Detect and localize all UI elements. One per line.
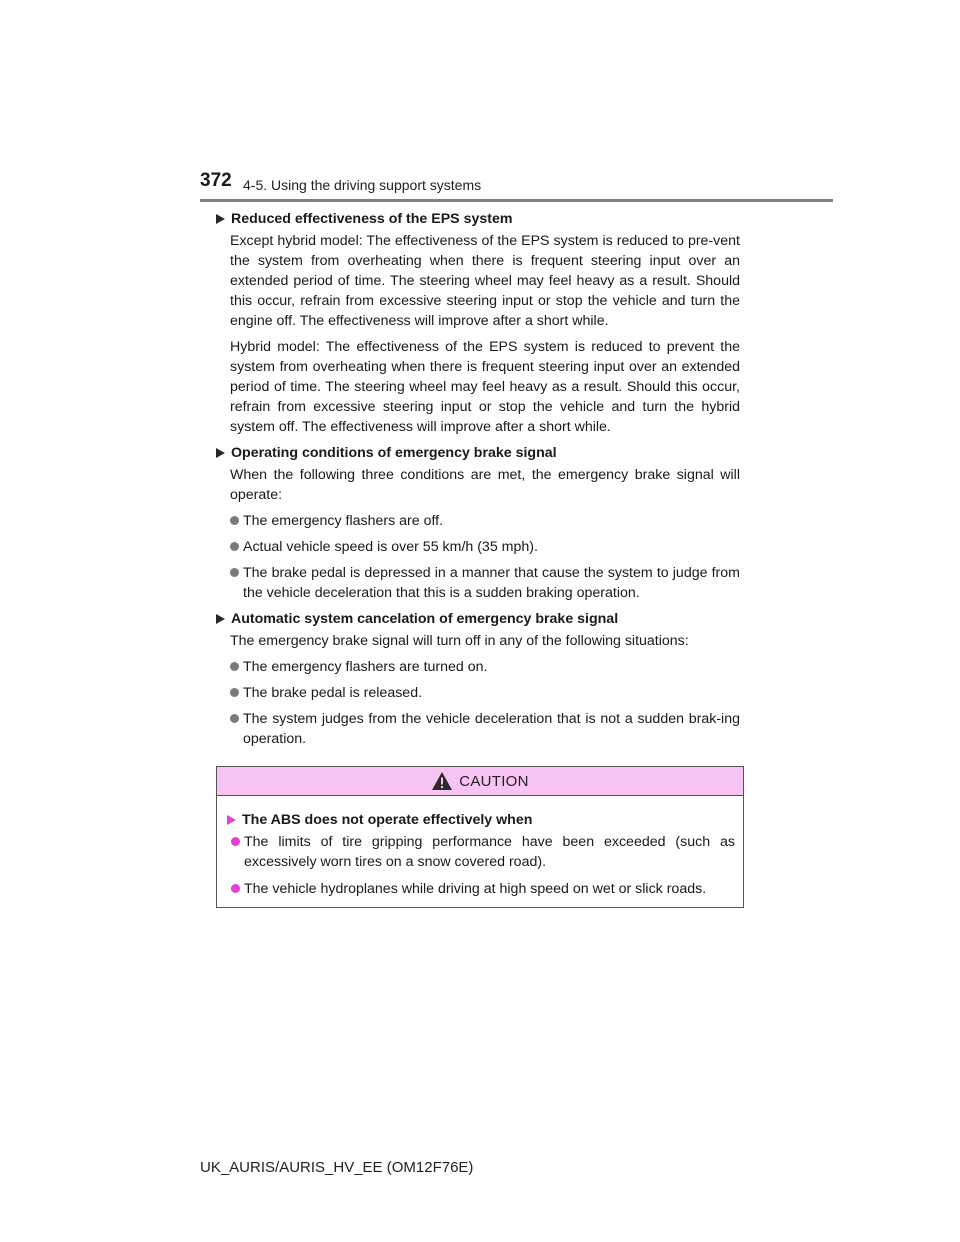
list-item	[230, 709, 740, 749]
list-item-text: The emergency flashers are off.	[243, 513, 444, 529]
page-number: 372	[200, 170, 232, 191]
paragraph: Except hybrid model: The effectiveness of the EPS system is reduced to pre-vent the system from overheating when there is frequent steering input over an extended period of time. The steering wheel may feel heavy as a result. Should this occur, refrain from excessive steering input or stop the vehicle and turn the engine off. The effectiveness will improve after a short while.	[230, 233, 740, 329]
list-item-text: The limits of tire gripping performance have been exceeded (such as excessively worn tires on a snow covered road).	[244, 834, 735, 870]
topic-heading	[214, 609, 740, 629]
list-item	[230, 657, 740, 677]
square-bullet-icon	[216, 614, 225, 624]
paragraph: The emergency brake signal will turn off in any of the following situations:	[230, 633, 689, 649]
circle-bullet-icon	[230, 516, 239, 525]
square-bullet-icon	[216, 214, 225, 224]
paragraph: When the following three conditions are met, the emergency brake signal will operate:	[230, 467, 740, 503]
topic-heading-text: Automatic system cancelation of emergency brake signal	[231, 611, 619, 627]
list-item	[230, 511, 740, 531]
circle-bullet-icon	[230, 568, 239, 577]
list-item-text: The vehicle hydroplanes while driving at high speed on wet or slick roads.	[244, 881, 707, 897]
list-item	[231, 879, 735, 899]
caution-box	[216, 766, 744, 908]
square-bullet-icon	[216, 448, 225, 458]
circle-bullet-icon	[231, 837, 240, 846]
list-item-text: The system judges from the vehicle deceleration that is not a sudden brak-ing operation.	[243, 711, 740, 747]
list-item	[230, 563, 740, 603]
circle-bullet-icon	[230, 714, 239, 723]
warning-triangle-icon	[431, 771, 453, 791]
topic-heading	[214, 443, 740, 463]
document-code: UK_AURIS/AURIS_HV_EE (OM12F76E)	[200, 1159, 474, 1176]
paragraph: Hybrid model: The effectiveness of the EPS system is reduced to prevent the system from overheating when there is frequent steering input over an extended period of time. The steering wheel may feel heavy as a result. Should this occur, refrain from excessive steering input or stop the vehicle and turn the hybrid system off. The effectiveness will improve after a short while.	[230, 339, 740, 435]
caution-heading-text: The ABS does not operate effectively when	[242, 812, 533, 828]
topic-heading	[214, 209, 740, 229]
circle-bullet-icon	[230, 542, 239, 551]
list-item-text: Actual vehicle speed is over 55 km/h (35 mph).	[243, 539, 538, 555]
list-item-text: The brake pedal is depressed in a manner that cause the system to judge from the vehicle deceleration that this is a sudden braking operation.	[243, 565, 740, 601]
topic-eps	[214, 209, 740, 437]
main-content	[214, 209, 740, 755]
caution-heading	[225, 810, 735, 830]
circle-bullet-icon	[231, 884, 240, 893]
topic-heading-text: Operating conditions of emergency brake signal	[231, 445, 557, 461]
square-bullet-icon	[227, 815, 236, 825]
caution-body	[217, 796, 743, 899]
page-header	[0, 0, 960, 210]
topic-emergency-brake-operating	[214, 443, 740, 603]
circle-bullet-icon	[230, 688, 239, 697]
list-item-text: The emergency flashers are turned on.	[243, 659, 488, 675]
topic-heading-text: Reduced effectiveness of the EPS system	[231, 211, 513, 227]
list-item	[231, 832, 735, 872]
header-divider	[200, 199, 833, 202]
topic-emergency-brake-cancel	[214, 609, 740, 749]
circle-bullet-icon	[230, 662, 239, 671]
caution-label: CAUTION	[459, 772, 529, 790]
list-item	[230, 537, 740, 557]
section-title: 4-5. Using the driving support systems	[243, 177, 482, 193]
list-item	[230, 683, 740, 703]
caution-header	[217, 767, 743, 796]
list-item-text: The brake pedal is released.	[243, 685, 423, 701]
